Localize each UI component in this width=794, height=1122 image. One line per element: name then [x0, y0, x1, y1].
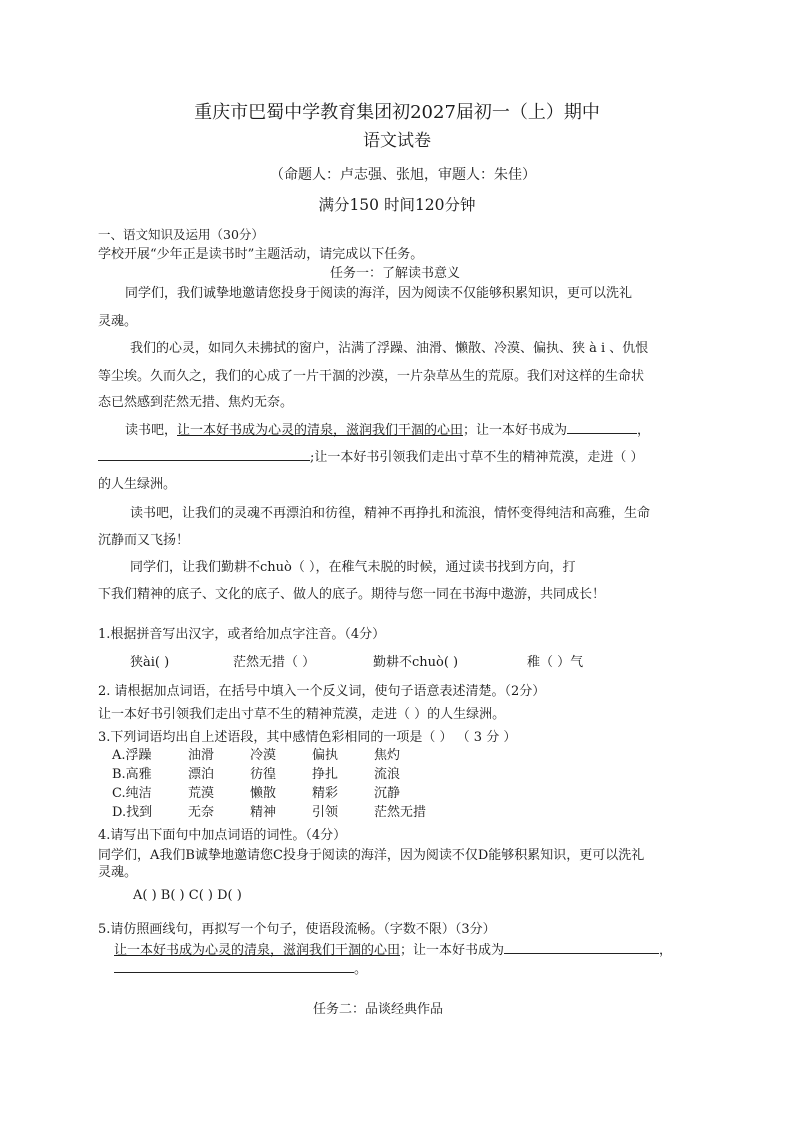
option-word: 精彩: [312, 786, 339, 801]
q4-blanks[interactable]: A( ) B( ) C( ) D( ): [133, 888, 242, 903]
q2-sentence: 让一本好书引领我们走出寸草不生的精神荒漠，走进（ ）的人生绿洲。: [98, 707, 506, 722]
passage-p4-line2: 沉静而又飞扬！: [98, 533, 190, 548]
q5-line2-end: 。: [354, 962, 368, 977]
passage-p3-line3: 的人生绿洲。: [98, 477, 177, 492]
blank-field[interactable]: [567, 421, 637, 434]
option-label: B.高雅: [112, 767, 152, 782]
passage-p3-line1: [125, 419, 650, 438]
q5-line1-comma: ，: [659, 943, 673, 958]
option-row-a[interactable]: [112, 744, 436, 763]
authors-line: （命题人：卢志强、张旭，审题人：朱佳）: [270, 167, 536, 183]
task1-title: 任务一：了解读书意义: [330, 266, 461, 281]
task2-title: 任务二：品谈经典作品: [313, 1002, 444, 1017]
q3-options: [112, 744, 436, 820]
blank-field[interactable]: [98, 448, 310, 461]
option-word: 冷漠: [250, 748, 277, 763]
option-word: 荒漠: [188, 786, 215, 801]
option-word: 茫然无措: [374, 805, 427, 820]
passage-p2-line2: 等尘埃。久而久之，我们的心成了一片干涸的沙漠，一片杂草丛生的荒原。我们对这样的生命状: [98, 369, 645, 384]
option-word: 沉静: [374, 786, 401, 801]
score-time-line: 满分150 时间120分钟: [318, 196, 476, 214]
passage-p1-line1: 同学们，我们诚挚地邀请您投身于阅读的海洋，因为阅读不仅能够积累知识，更可以洗礼: [125, 286, 633, 301]
option-word: 引领: [312, 805, 339, 820]
q1-item-3[interactable]: 勤耕不chuò( ): [373, 655, 459, 670]
underlined-sentence: 让一本好书成为心灵的清泉，滋润我们干涸的心田: [177, 423, 464, 438]
passage-p5-line2: 下我们精神的底子、文化的底子、做人的底子。期待与您一同在书海中遨游，共同成长！: [98, 587, 606, 602]
passage-p2-line3: 态已然感到茫然无措、焦灼无奈。: [98, 395, 294, 410]
option-label: A.浮躁: [112, 748, 152, 763]
option-word: 流浪: [374, 767, 401, 782]
q1-item-1[interactable]: 狭ài( ): [130, 655, 170, 670]
option-word: 偏执: [312, 748, 339, 763]
underlined-sentence: 让一本好书成为心灵的清泉，滋润我们干涸的心田: [114, 943, 401, 958]
passage-p1-line2: 灵魂。: [98, 314, 138, 329]
option-row-c[interactable]: [112, 782, 436, 801]
q5-line1-mid: ；让一本好书成为: [400, 943, 505, 958]
option-word: 精神: [250, 805, 277, 820]
section-intro: 学校开展“少年正是读书时”主题活动，请完成以下任务。: [98, 247, 424, 262]
option-label: C.纯洁: [112, 786, 152, 801]
option-word: 油滑: [188, 748, 215, 763]
option-row-d[interactable]: [112, 801, 436, 820]
q2-stem: 2. 请根据加点词语，在括号中填入一个反义词，使句子语意表述清楚。（2分）: [98, 684, 546, 699]
blank-field[interactable]: [114, 960, 354, 973]
p3-lead: 读书吧，: [125, 423, 178, 438]
passage-p3-line2: [98, 446, 644, 465]
exam-title: 重庆市巴蜀中学教育集团初2027届初一（上）期中: [194, 102, 600, 123]
option-word: 懒散: [250, 786, 277, 801]
q4-sentence-line1: 同学们，A我们B诚挚地邀请您C投身于阅读的海洋，因为阅读不仅D能够积累知识，更可以洗礼: [98, 848, 645, 863]
option-word: 焦灼: [374, 748, 401, 763]
section-heading: 一、语文知识及运用（30分）: [98, 227, 264, 242]
q3-stem: 3.下列词语均出自上述语段，其中感情色彩相同的一项是（ ） （ 3 分 ）: [98, 730, 517, 745]
option-word: 彷徨: [250, 767, 277, 782]
option-word: 挣扎: [312, 767, 339, 782]
passage-p4-line1: 读书吧，让我们的灵魂不再漂泊和彷徨，精神不再挣扎和流浪，情怀变得纯洁和高雅，生命: [130, 506, 651, 521]
option-word: 漂泊: [188, 767, 215, 782]
q5-line2: [114, 958, 367, 977]
q5-line1: [114, 939, 672, 958]
q5-stem: 5.请仿照画线句，再拟写一个句子，使语段流畅。（字数不限）（3分）: [98, 922, 496, 937]
passage-p5-line1: 同学们，让我们勤耕不chuò（ ），在稚气未脱的时候，通过读书找到方向，打: [130, 560, 576, 575]
q1-stem: 1.根据拼音写出汉字，或者给加点字注音。（4分）: [98, 627, 386, 642]
q1-item-4[interactable]: 稚（ ）气: [527, 655, 584, 670]
p3-comma: ，: [637, 423, 651, 438]
p3-mid: ；让一本好书成为: [463, 423, 568, 438]
p3-line2-text: ;让一本好书引领我们走出寸草不生的精神荒漠，走进（ ）: [310, 450, 644, 465]
q4-sentence-line2: 灵魂。: [98, 865, 138, 880]
option-row-b[interactable]: [112, 763, 436, 782]
passage-p2-line1: 我们的心灵，如同久未拂拭的窗户，沾满了浮躁、油滑、懒散、冷漠、偏执、狭 à i 、仇恨: [130, 341, 649, 356]
q4-stem: 4.请写出下面句中加点词语的词性。（4分）: [98, 828, 347, 843]
exam-subtitle: 语文试卷: [363, 131, 431, 151]
option-label: D.找到: [112, 805, 153, 820]
blank-field[interactable]: [504, 941, 659, 954]
q1-item-2[interactable]: 茫然无措（ ）: [233, 655, 316, 670]
option-word: 无奈: [188, 805, 215, 820]
